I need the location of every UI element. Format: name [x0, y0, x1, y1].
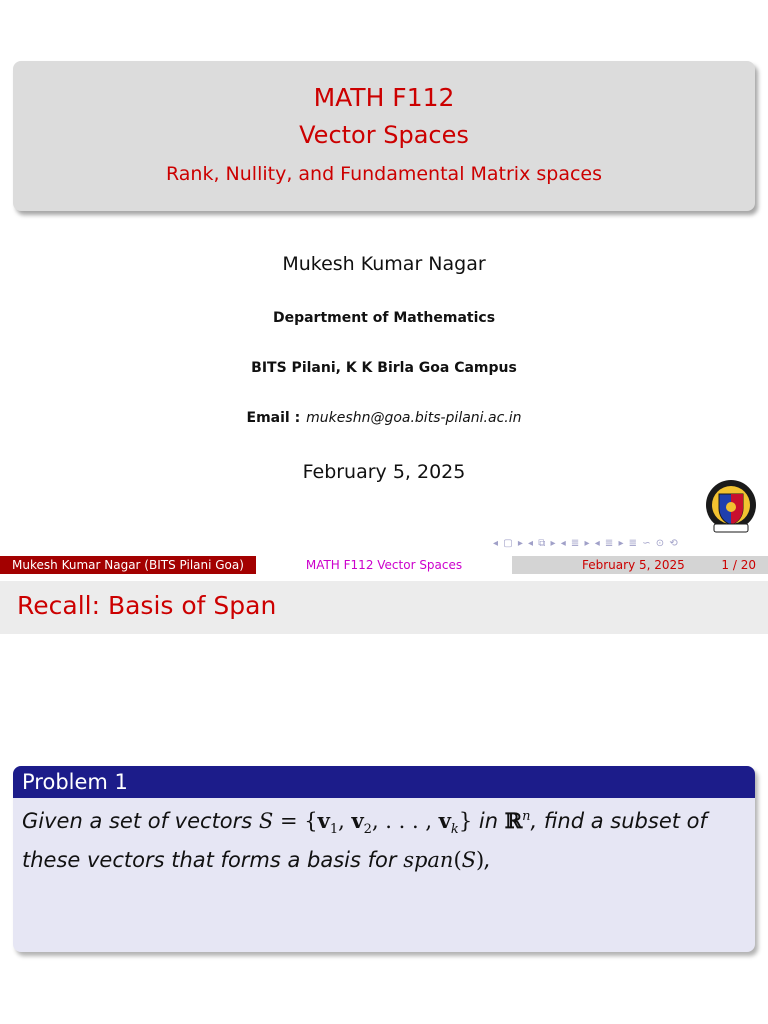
footer-date-page: [512, 556, 768, 574]
topic-title: Vector Spaces: [299, 121, 469, 149]
author-name: Mukesh Kumar Nagar: [282, 253, 486, 275]
footer-title: MATH F112 Vector Spaces: [256, 556, 512, 574]
course-title: MATH F112: [313, 83, 455, 112]
span-notation: span: [403, 848, 454, 873]
footer-page-number: 1 / 20: [721, 558, 756, 572]
problem-statement: [22, 802, 747, 875]
frame-title-bar: [0, 581, 768, 634]
problem-line-1: Given a set of vectors $S = \{v_1$, $v_2$, . . . , $v_k$} in ℝ$^n$, find a subset of: [22, 808, 707, 838]
problem-block-header: [13, 766, 755, 798]
title-box: [13, 61, 755, 211]
slide-footer: [0, 556, 768, 574]
institute: BITS Pilani, K K Birla Goa Campus: [251, 360, 517, 376]
email-line: [0, 410, 768, 426]
beamer-navigation-symbols[interactable]: ◂ ▢ ▸ ◂ ⧉ ▸ ◂ ≣ ▸ ◂ ≣ ▸ ≣ ∽ ⊙ ⟲: [493, 538, 679, 549]
presentation-date: February 5, 2025: [302, 461, 466, 483]
problem-line-2: these vectors that forms a basis for span(S),: [22, 848, 491, 873]
subtopic-title: Rank, Nullity, and Fundamental Matrix spaces: [165, 163, 603, 185]
department: Department of Mathematics: [272, 310, 496, 326]
email-label: Email :: [246, 410, 301, 426]
institute-logo-icon: [704, 478, 758, 534]
set-notation: S: [258, 809, 274, 833]
problem-title: Problem 1: [22, 770, 128, 794]
footer-author: Mukesh Kumar Nagar (BITS Pilani Goa): [0, 556, 256, 574]
real-space-notation: ℝ: [504, 808, 523, 833]
email-address: mukeshn@goa.bits-pilani.ac.in: [306, 410, 522, 426]
footer-date: February 5, 2025: [582, 558, 685, 572]
problem-block: [13, 766, 755, 952]
frame-title: Recall: Basis of Span: [17, 591, 277, 620]
